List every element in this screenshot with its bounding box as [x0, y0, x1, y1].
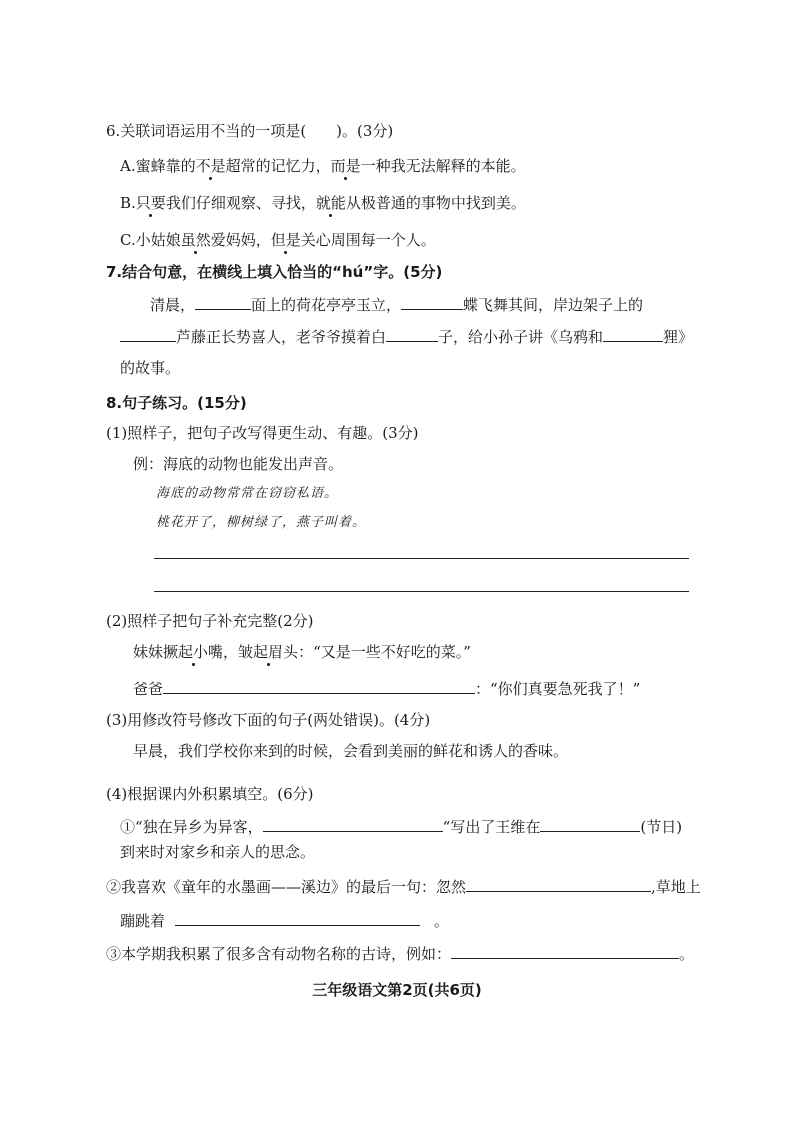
example-sentence: 例：海底的动物也能发出声音。 — [133, 455, 344, 473]
answer-blank[interactable] — [386, 326, 438, 342]
example-rewrite-handwritten: 海底的动物常常在窃窃私语。 — [156, 486, 339, 501]
question-8-4-stem: (4)根据课内外积累填空。(6分) — [106, 785, 314, 803]
answer-blank[interactable] — [540, 816, 640, 832]
question-8-3-stem: (3)用修改符号修改下面的句子(两处错误)。(4分) — [106, 711, 431, 729]
answer-blank[interactable] — [175, 910, 420, 926]
question-6-option-b: B.只要我们仔细观察、寻找，就能从极普通的事物中找到美。 — [120, 194, 526, 212]
question-8-1-stem: (1)照样子，把句子改写得更生动、有趣。(3分) — [106, 424, 419, 442]
answer-blank[interactable] — [451, 943, 679, 959]
emphasis-dotted: 而是 — [330, 157, 361, 175]
answer-blank[interactable] — [195, 294, 251, 310]
answer-blank[interactable] — [120, 326, 176, 342]
fill-item-2-cont: 蹦跳着 。 — [120, 912, 450, 930]
answer-line[interactable] — [154, 591, 689, 592]
emphasis-dotted: 撅起小嘴 — [163, 643, 224, 661]
error-sentence: 早晨，我们学校你来到的时候，会看到美丽的鲜花和诱人的香味。 — [133, 742, 569, 760]
emphasis-dotted: 只要 — [135, 194, 166, 212]
fill-sentence: 爸爸 ：“你们真要急死我了！” — [133, 680, 641, 698]
answer-line[interactable] — [154, 558, 689, 559]
answer-blank[interactable] — [466, 876, 651, 892]
page-footer: 三年级语文第2页(共6页) — [312, 981, 482, 999]
answer-blank[interactable] — [603, 326, 663, 342]
question-6-stem: 6.关联词语运用不当的一项是( )。(3分) — [106, 122, 394, 140]
answer-blank[interactable] — [401, 294, 463, 310]
fill-item-1-cont: 到来时对家乡和亲人的思念。 — [120, 843, 316, 861]
question-7-line-3: 的故事。 — [120, 359, 181, 377]
answer-blank[interactable] — [163, 678, 475, 694]
emphasis-dotted: 皱起眉头 — [238, 643, 299, 661]
prompt-sentence-handwritten: 桃花开了，柳树绿了，燕子叫着。 — [156, 515, 367, 530]
answer-blank[interactable] — [263, 816, 443, 832]
question-8-stem: 8.句子练习。(15分) — [106, 394, 247, 412]
question-6-option-c: C.小姑娘虽然爱妈妈，但是关心周围每一个人。 — [120, 231, 436, 249]
emphasis-dotted: 就能 — [315, 194, 346, 212]
emphasis-dotted: 但是 — [270, 231, 301, 249]
question-7-stem: 7.结合句意，在横线上填入恰当的“hú”字。(5分) — [106, 263, 443, 281]
fill-item-1: ①“独在异乡为异客， “写出了王维在 (节日) — [120, 818, 683, 836]
fill-item-2: ②我喜欢《童年的水墨画——溪边》的最后一句：忽然 ,草地上 — [106, 878, 701, 896]
emphasis-dotted: 不是 — [195, 157, 226, 175]
example-sentence: 妹妹撅起小嘴，皱起眉头：“又是一些不好吃的菜。” — [133, 643, 471, 661]
fill-item-3: ③本学期我积累了很多含有动物名称的古诗，例如： 。 — [106, 945, 695, 963]
question-8-2-stem: (2)照样子把句子补充完整(2分) — [106, 612, 314, 630]
question-6-option-a: A.蜜蜂靠的不是超常的记忆力，而是一种我无法解释的本能。 — [120, 157, 526, 175]
emphasis-dotted: 虽然 — [180, 231, 211, 249]
question-7-line-2: 芦藤正长势喜人，老爷爷摸着白 子，给小孙子讲《乌鸦和 狸》 — [120, 326, 693, 347]
question-7-line-1: 清晨， 面上的荷花亭亭玉立， 蝶飞舞其间，岸边架子上的 — [150, 296, 644, 314]
